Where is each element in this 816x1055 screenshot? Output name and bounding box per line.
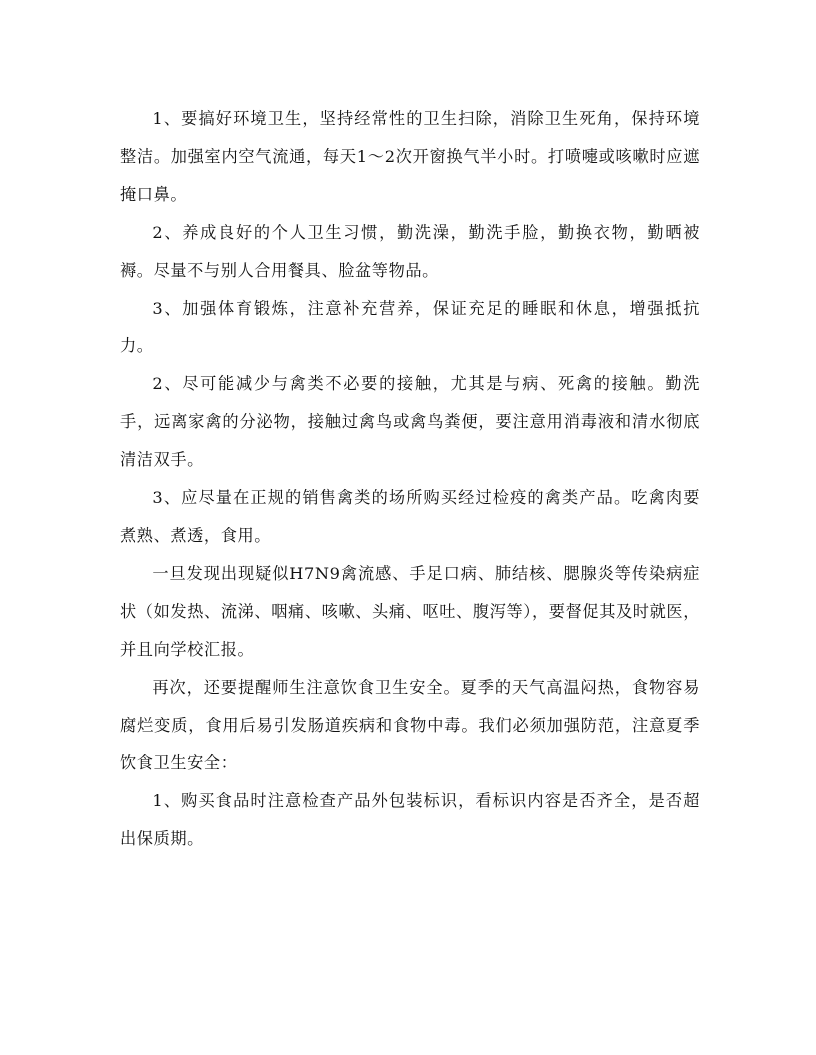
paragraph: 1、购买食品时注意检查产品外包装标识，看标识内容是否齐全，是否超出保质期。 [120,791,700,849]
paragraph: 1、要搞好环境卫生，坚持经常性的卫生扫除，消除卫生死角，保持环境整洁。加强室内空气流通，每天1～2次开窗换气半小时。打喷嚏或咳嗽时应遮掩口鼻。 [120,109,700,204]
paragraph: 3、加强体育锻炼，注意补充营养，保证充足的睡眠和休息，增强抵抗力。 [120,298,700,356]
paragraph: 2、养成良好的个人卫生习惯，勤洗澡，勤洗手脸，勤换衣物，勤晒被褥。尽量不与别人合用餐具、脸盆等物品。 [120,222,700,280]
paragraph: 一旦发现出现疑似H7N9禽流感、手足口病、肺结核、腮腺炎等传染病症状（如发热、流涕、咽痛、咳嗽、头痛、呕吐、腹泻等），要督促其及时就医，并且向学校汇报。 [120,563,700,659]
paragraph: 3、应尽量在正规的销售禽类的场所购买经过检疫的禽类产品。吃禽肉要煮熟、煮透，食用。 [120,488,700,545]
document-body [120,100,700,858]
paragraph: 再次，还要提醒师生注意饮食卫生安全。夏季的天气高温闷热，食物容易腐烂变质，食用后易引发肠道疾病和食物中毒。我们必须加强防范，注意夏季饮食卫生安全： [120,677,700,773]
paragraph: 2、尽可能减少与禽类不必要的接触，尤其是与病、死禽的接触。勤洗手，远离家禽的分泌物，接触过禽鸟或禽鸟粪便，要注意用消毒液和清水彻底清洁双手。 [120,374,700,470]
